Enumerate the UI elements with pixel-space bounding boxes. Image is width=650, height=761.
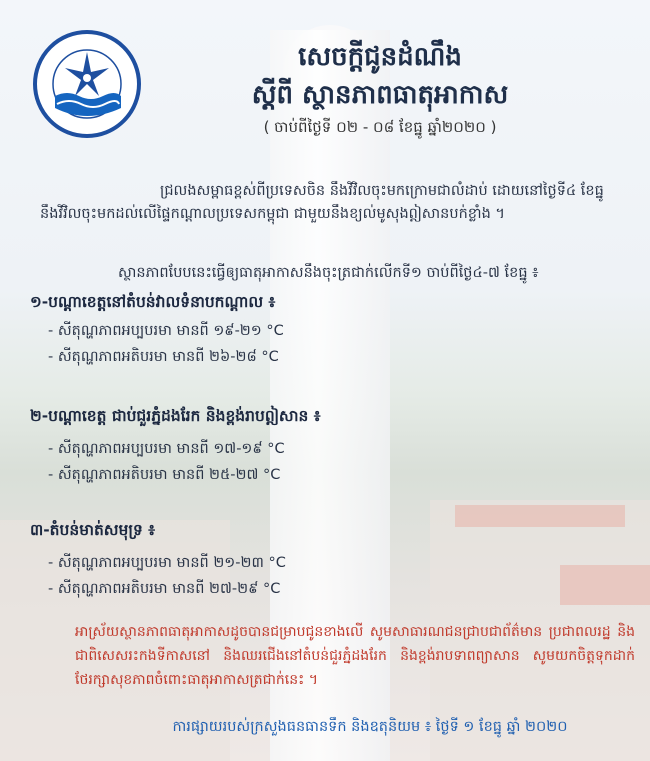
temperature-max-item: - សីតុណ្ហភាពអតិបរមា មានពី ២៦-២៨ °C	[48, 349, 279, 365]
section-heading-mountains: ២-បណ្ដាខេត្ត ជាប់ជួរភ្នំដងរែក និងខ្ពង់រាបឦសាន ៖	[30, 407, 321, 425]
page-title: សេចក្តីជូនដំណឹង	[298, 42, 462, 72]
temperature-max-item: - សីតុណ្ហភាពអតិបរមា មានពី ២៥-២៧ °C	[48, 467, 281, 483]
section-heading-coastal: ៣-តំបន់មាត់សមុទ្រ ៖	[30, 521, 156, 539]
background-roof	[560, 565, 650, 605]
ministry-logo	[33, 30, 141, 138]
date-range: ( ចាប់ពីថ្ងៃទី ០២ - ០៨ ខែធ្នូ ឆ្នាំ២០២០ )	[263, 118, 497, 136]
logo-emblem-icon	[37, 34, 137, 134]
page-subtitle: ស្តីពី ស្ថានភាពធាតុអាកាស	[251, 80, 509, 110]
intro-paragraph: ជ្រលងសម្ពាធខ្ពស់ពីប្រទេសចិន នឹងវិវិលចុះមកក្រោមជាលំដាប់ ដោយនៅថ្ងៃទី៤ ខែធ្នូ នឹងវិវិលចុះមកដល់លើផ្ទៃកណ្ដាលប្រទេសកម្ពុជា ជាមួយនឹងខ្យល់មូសុងឦសានបក់ខ្លាំង ។	[40, 183, 604, 222]
temperature-min-item: - សីតុណ្ហភាពអប្បបរមា មានពី ២១-២៣ °C	[48, 555, 286, 571]
temperature-min-item: - សីតុណ្ហភាពអប្បបរមា មានពី ១៩-២១ °C	[48, 323, 284, 339]
advisory-note: អាស្រ័យស្ថានភាពធាតុអាកាសដូចបានជម្រាបជូនខាងលើ សូមសាធារណជនជ្រាបជាព័ត៌មាន ប្រជាពលរដ្ឋ និងជាពិសេសរះកងទីកាសនៅ និងឈរជើងនៅតំបន់ជួរភ្នំដងរែក និងខ្ពង់រាបទាពព្យាសាន សូមយកចិត្តទុកដាក់ថែរក្សាសុខភាពចំពោះធាតុអាកាសត្រជាក់នេះ ។	[75, 624, 635, 688]
intro-summary: ស្ថានភាពបែបនេះធ្វើឲ្យធាតុអាកាសនឹងចុះត្រជាក់លើកទី១ ចាប់ពីថ្ងៃ៤-៧ ខែធ្នូ ៖	[118, 265, 539, 281]
temperature-max-item: - សីតុណ្ហភាពអតិបរមា មានពី ២៧-២៩ °C	[48, 581, 281, 597]
background-roof	[455, 505, 625, 527]
footer-publication: ការផ្សាយរបស់ក្រសួងធនធានទឹក និងឧតុនិយម ៖ ថ្ងៃទី ១ ខែធ្នូ ឆ្នាំ ២០២០	[172, 719, 568, 735]
temperature-min-item: - សីតុណ្ហភាពអប្បបរមា មានពី ១៧-១៩ °C	[48, 441, 285, 457]
section-heading-central-plains: ១-បណ្ដាខេត្តនៅតំបន់វាលទំនាបកណ្ដាល ៖	[30, 293, 276, 311]
